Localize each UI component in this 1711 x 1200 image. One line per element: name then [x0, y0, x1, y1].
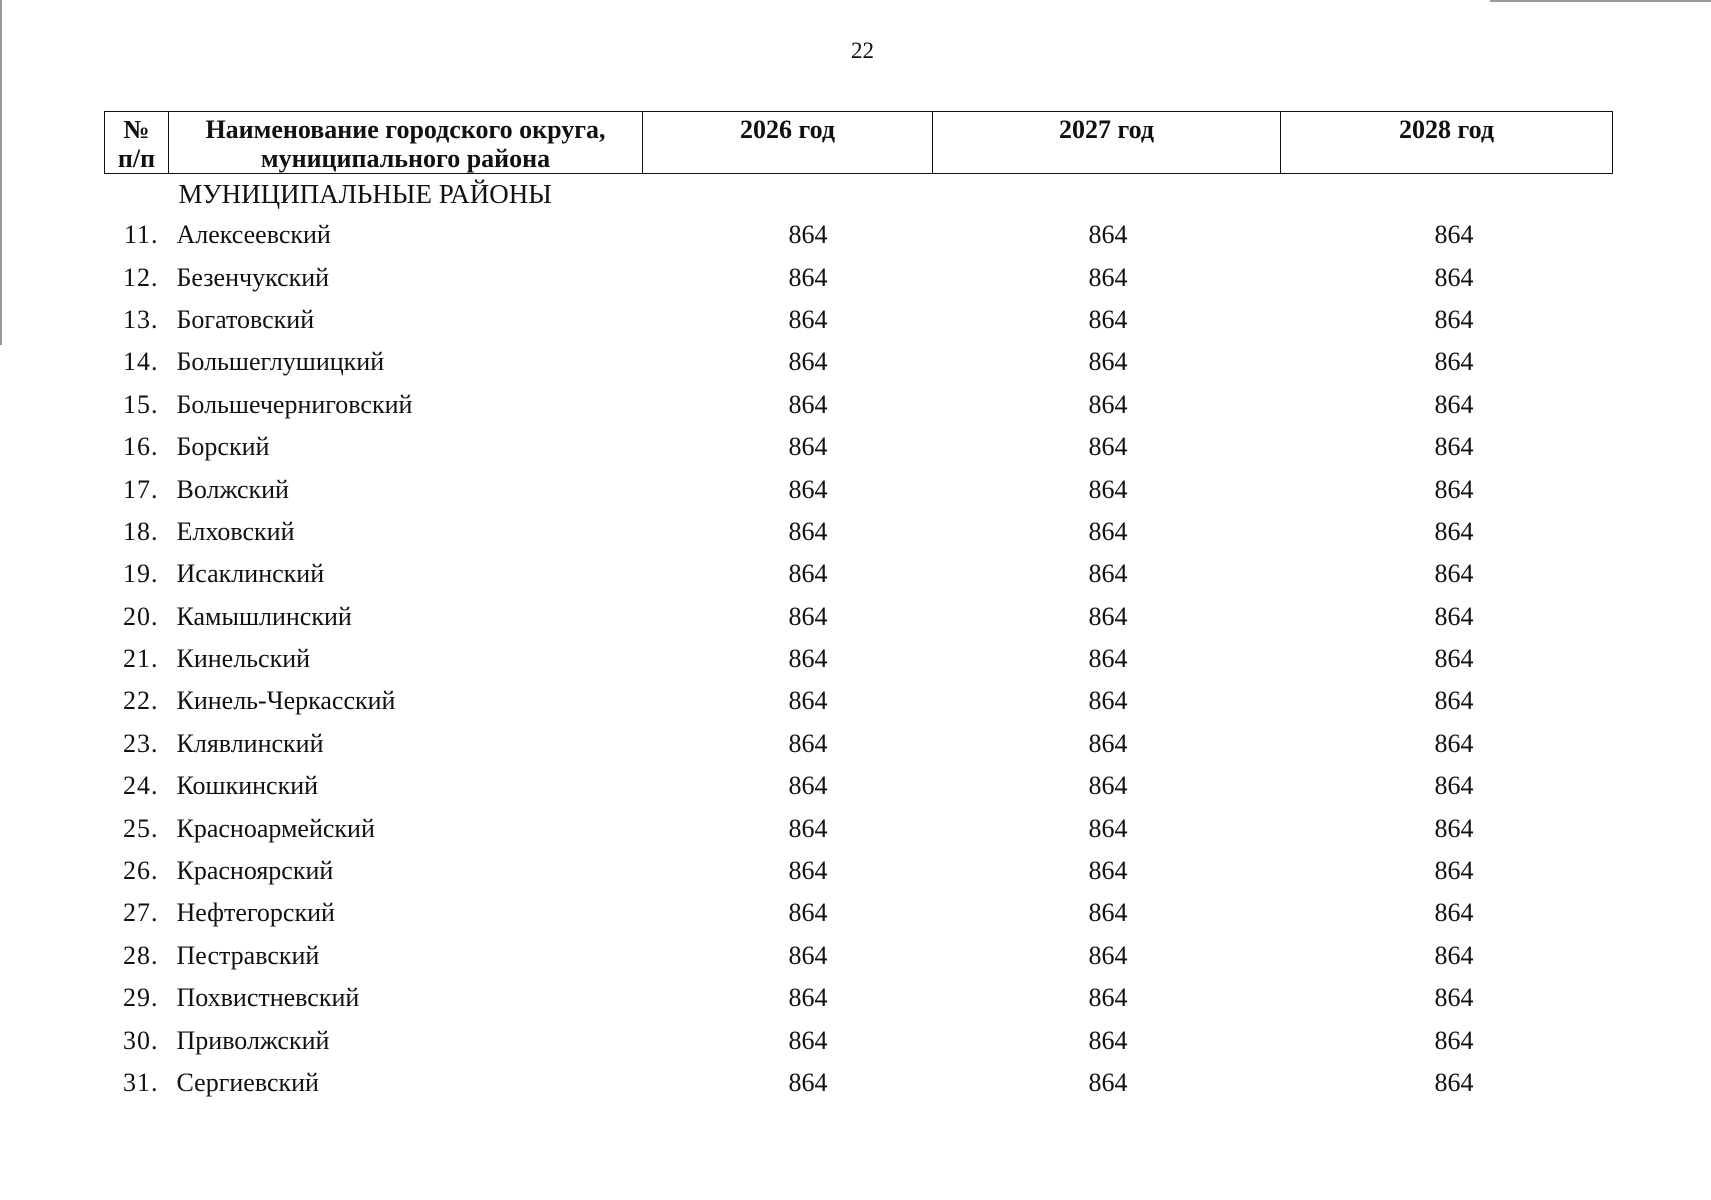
- row-value-2027: 864: [1088, 856, 1128, 886]
- header-year-2027: 2027 год: [933, 112, 1281, 174]
- row-region-name: Камышлинский: [176, 601, 352, 631]
- table-row: [105, 935, 1613, 977]
- row-region-name: Борский: [176, 432, 270, 462]
- row-number: 24.: [123, 771, 159, 801]
- row-number: 14.: [123, 347, 159, 377]
- row-value-2027: 864: [1088, 813, 1128, 843]
- table-row: [105, 807, 1613, 849]
- row-value-2028: 864: [1434, 220, 1474, 250]
- table-body: [105, 174, 1613, 1105]
- table-row: [105, 892, 1613, 934]
- row-value-2026: 864: [788, 601, 828, 631]
- header-year-2026: 2026 год: [643, 112, 933, 174]
- row-value-2026: 864: [788, 686, 828, 716]
- header-name-line2: муниципального района: [260, 144, 551, 173]
- row-value-2026: 864: [788, 262, 828, 292]
- row-number: 29.: [123, 983, 159, 1013]
- row-value-2028: 864: [1434, 601, 1474, 631]
- row-value-2027: 864: [1088, 771, 1128, 801]
- table-row: [105, 596, 1613, 638]
- row-value-2026: 864: [788, 474, 828, 504]
- table-row: [105, 214, 1613, 256]
- row-number: 13.: [123, 304, 159, 334]
- row-value-2028: 864: [1434, 686, 1474, 716]
- header-year-2028: 2028 год: [1281, 112, 1613, 174]
- row-number: 12.: [123, 262, 159, 292]
- row-region-name: Богатовский: [176, 304, 315, 334]
- table-row: [105, 638, 1613, 680]
- row-value-2028: 864: [1434, 940, 1474, 970]
- row-value-2028: 864: [1434, 728, 1474, 758]
- row-value-2027: 864: [1088, 1025, 1128, 1055]
- table-row: [105, 299, 1613, 341]
- row-value-2027: 864: [1088, 644, 1128, 674]
- scan-edge-top: [1490, 0, 1711, 2]
- row-region-name: Приволжский: [176, 1025, 330, 1055]
- row-value-2027: 864: [1088, 983, 1128, 1013]
- row-value-2028: 864: [1434, 644, 1474, 674]
- row-region-name: Безенчукский: [176, 262, 330, 292]
- table-row: [105, 680, 1613, 722]
- row-number: 20.: [123, 601, 159, 631]
- row-value-2026: 864: [788, 432, 828, 462]
- row-value-2026: 864: [788, 940, 828, 970]
- header-name-line1: Наименование городского округа,: [205, 115, 606, 144]
- row-value-2026: 864: [788, 1025, 828, 1055]
- header-number-line2: п/п: [117, 144, 156, 173]
- row-value-2028: 864: [1434, 304, 1474, 334]
- row-value-2027: 864: [1088, 898, 1128, 928]
- row-region-name: Исаклинский: [176, 559, 325, 589]
- row-value-2028: 864: [1434, 516, 1474, 546]
- table-row: [105, 1062, 1613, 1104]
- row-value-2028: 864: [1434, 389, 1474, 419]
- row-region-name: Красноармейский: [176, 813, 375, 843]
- row-region-name: Волжский: [176, 474, 289, 504]
- row-value-2027: 864: [1088, 262, 1128, 292]
- row-value-2028: 864: [1434, 262, 1474, 292]
- table-row: [105, 384, 1613, 426]
- row-number: 15.: [123, 389, 159, 419]
- row-number: 26.: [123, 856, 159, 886]
- row-value-2026: 864: [788, 347, 828, 377]
- row-value-2026: 864: [788, 856, 828, 886]
- header-number-line1: №: [123, 115, 150, 144]
- row-value-2027: 864: [1088, 516, 1128, 546]
- row-value-2028: 864: [1434, 771, 1474, 801]
- table-row: [105, 511, 1613, 553]
- row-value-2027: 864: [1088, 728, 1128, 758]
- row-value-2027: 864: [1088, 304, 1128, 334]
- row-number: 23.: [123, 728, 159, 758]
- table-row: [105, 765, 1613, 807]
- row-value-2027: 864: [1088, 474, 1128, 504]
- table-row: [105, 1019, 1613, 1061]
- row-value-2027: 864: [1088, 347, 1128, 377]
- row-region-name: Нефтегорский: [176, 898, 335, 928]
- row-region-name: Елховский: [176, 516, 295, 546]
- row-region-name: Большечерниговский: [176, 389, 413, 419]
- row-value-2027: 864: [1088, 389, 1128, 419]
- row-value-2026: 864: [788, 644, 828, 674]
- row-value-2026: 864: [788, 559, 828, 589]
- row-value-2026: 864: [788, 389, 828, 419]
- row-value-2027: 864: [1088, 601, 1128, 631]
- row-value-2027: 864: [1088, 940, 1128, 970]
- row-value-2028: 864: [1434, 347, 1474, 377]
- row-number: 27.: [123, 898, 159, 928]
- row-number: 18.: [123, 516, 159, 546]
- table-row: [105, 977, 1613, 1019]
- header-row: [105, 112, 1613, 174]
- row-number: 31.: [123, 1068, 159, 1097]
- regions-table: [104, 111, 1613, 1104]
- row-region-name: Алексеевский: [176, 220, 331, 250]
- table-row: [105, 850, 1613, 892]
- row-value-2026: 864: [788, 1068, 828, 1097]
- row-value-2028: 864: [1434, 898, 1474, 928]
- row-region-name: Красноярский: [176, 856, 334, 886]
- table-row: [105, 723, 1613, 765]
- row-number: 28.: [123, 940, 159, 970]
- row-value-2026: 864: [788, 813, 828, 843]
- row-value-2028: 864: [1434, 813, 1474, 843]
- table-row: [105, 553, 1613, 595]
- row-value-2027: 864: [1088, 220, 1128, 250]
- row-value-2026: 864: [788, 771, 828, 801]
- row-value-2028: 864: [1434, 1068, 1474, 1097]
- section-title: МУНИЦИПАЛЬНЫЕ РАЙОНЫ: [178, 178, 552, 209]
- header-number: [105, 112, 169, 174]
- row-value-2028: 864: [1434, 1025, 1474, 1055]
- row-value-2027: 864: [1088, 432, 1128, 462]
- page-number: 22: [851, 38, 874, 63]
- row-number: 17.: [123, 474, 159, 504]
- row-number: 19.: [123, 559, 159, 589]
- table-row: [105, 256, 1613, 298]
- table-row: [105, 468, 1613, 510]
- row-value-2026: 864: [788, 516, 828, 546]
- row-number: 22.: [123, 686, 159, 716]
- row-number: 25.: [123, 813, 159, 843]
- row-value-2028: 864: [1434, 983, 1474, 1013]
- table-row: [105, 426, 1613, 468]
- row-value-2027: 864: [1088, 559, 1128, 589]
- row-number: 11.: [123, 220, 159, 250]
- row-value-2027: 864: [1088, 1068, 1128, 1097]
- row-region-name: Большеглушицкий: [176, 347, 385, 377]
- row-value-2028: 864: [1434, 474, 1474, 504]
- row-region-name: Сергиевский: [176, 1068, 319, 1097]
- row-value-2026: 864: [788, 304, 828, 334]
- row-region-name: Пестравский: [176, 940, 320, 970]
- row-value-2026: 864: [788, 728, 828, 758]
- row-value-2027: 864: [1088, 686, 1128, 716]
- row-number: 16.: [123, 432, 159, 462]
- row-value-2028: 864: [1434, 856, 1474, 886]
- row-number: 21.: [123, 644, 159, 674]
- row-region-name: Похвистневский: [176, 983, 360, 1013]
- row-value-2026: 864: [788, 220, 828, 250]
- table-row: [105, 341, 1613, 383]
- header-name: [169, 112, 643, 174]
- row-value-2028: 864: [1434, 432, 1474, 462]
- row-number: 30.: [123, 1025, 159, 1055]
- row-region-name: Кошкинский: [176, 771, 319, 801]
- row-value-2026: 864: [788, 898, 828, 928]
- row-region-name: Кинель-Черкасский: [176, 686, 396, 716]
- row-value-2026: 864: [788, 983, 828, 1013]
- row-value-2028: 864: [1434, 559, 1474, 589]
- row-region-name: Клявлинский: [176, 728, 324, 758]
- row-region-name: Кинельский: [176, 644, 311, 674]
- table-header: [105, 112, 1613, 174]
- section-row: [105, 174, 1613, 215]
